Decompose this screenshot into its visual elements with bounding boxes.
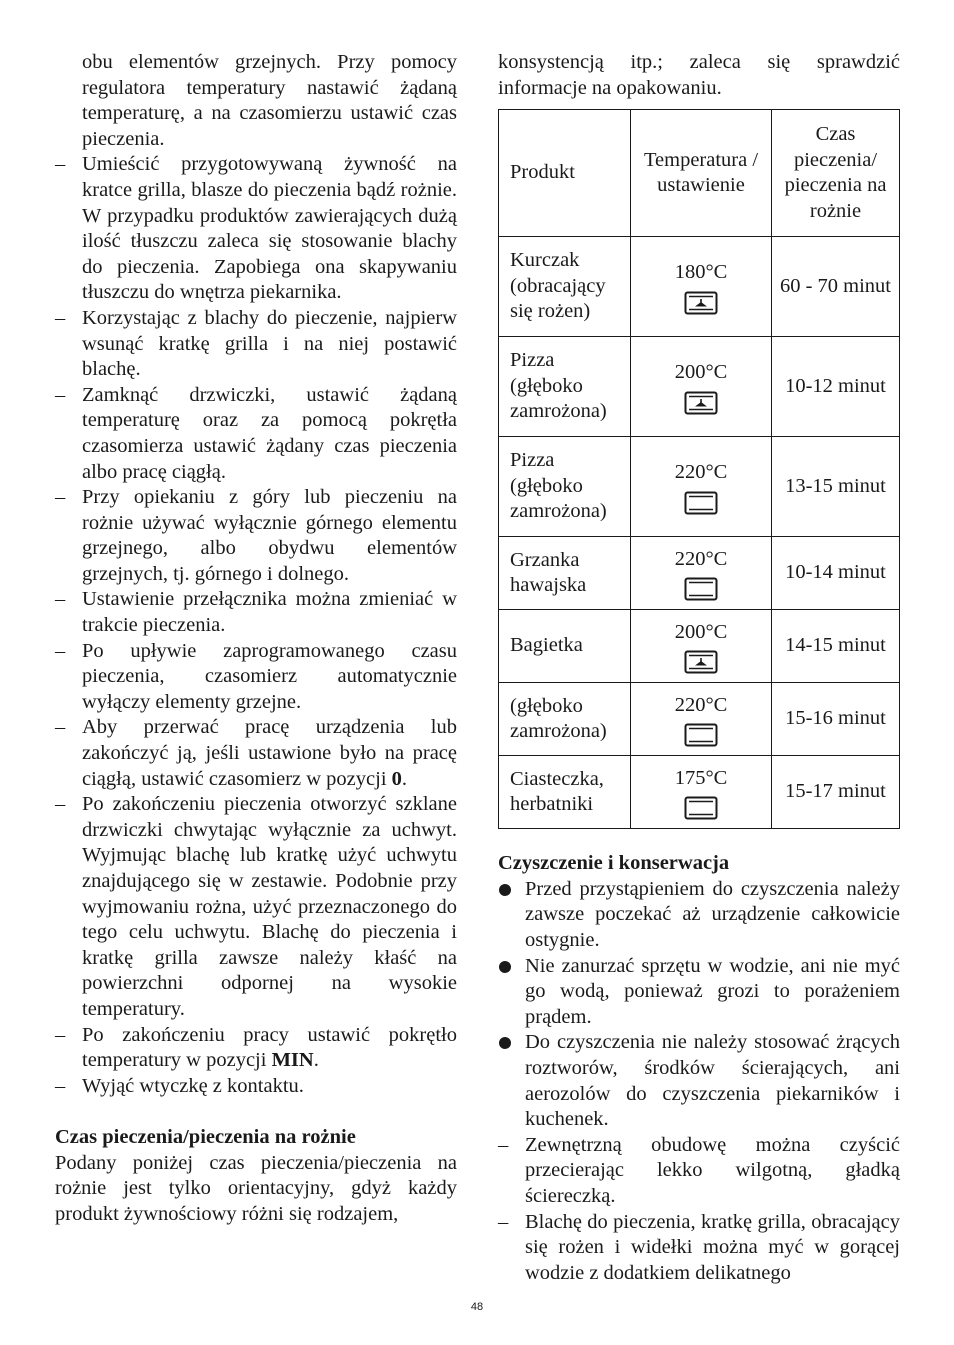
list-item [55,792,457,1022]
list-item [55,485,457,587]
list-item [498,1133,900,1210]
dash-marker: – [498,1133,509,1156]
list-item-text: Po zakończeniu pieczenia otworzyć szklane drzwiczki chwytając wyłącznie za uchwyt. Wyjmując blachę lub kratkę użyć uchwytu znajdującego się w zestawie. Podobnie przy wyjmowaniu rożna, użyć przeznaczonego do tego celu uchwytu. Blachę do pieczenia i kratkę grilla zawsze należy kłaść na powierzchni odpornej na wysokie temperatury. [82,793,457,1020]
list-item [498,1030,900,1132]
temperature-value: 220°C [674,461,728,484]
list-item-text: Blachę do pieczenia, kratkę grilla, obracający się rożen i widełki można myć w gorącej wodzie z dodatkiem delikatnego [525,1210,900,1284]
list-item [55,306,457,383]
temperature-value: 200°C [674,620,728,643]
baking-time-table [498,109,900,829]
oven-top-bottom-heat-icon [684,796,718,820]
time-cell: 15-17 minut [772,756,900,829]
list-item [55,715,457,792]
oven-top-bottom-heat-icon [684,577,718,601]
list-item-text: Umieścić przygotowywaną żywność na kratce grilla, blasze do pieczenia bądź rożnie. W przypadku produktów zawierających dużą ilość tłuszczu zaleca się stosowanie blachy do pieczenia. Zapobiega ona skapywaniu tłuszczu do wnętrza piekarnika. [82,153,457,304]
table-row [499,337,900,437]
bullet-icon [499,1037,511,1049]
list-item-text: Zamknąć drzwiczki, ustawić żądaną temperaturę oraz za pomocą pokrętła czasomierza ustawić żądany czas pieczenia albo pracę ciągłą. [82,383,457,483]
list-item-text: Przed przystąpieniem do czyszczenia należy zawsze poczekać aż urządzenie całkowicie ostygnie. [525,877,900,951]
list-item [55,1074,457,1100]
dash-marker: – [55,793,66,816]
dash-marker: – [55,1074,66,1097]
oven-rotisserie-icon [684,391,718,415]
list-item-text: Po upływie zaprogramowanego czasu pieczenia, czasomierz automatycznie wyłączy elementy grzejne. [82,639,457,713]
oven-top-bottom-heat-icon [684,723,718,747]
dash-marker: – [498,1210,509,1233]
list-item [55,587,457,638]
list-item-text: Zewnętrzną obudowę można czyścić przecierając lekko wilgotną, gładką ściereczką. [525,1133,900,1207]
time-cell: 10-12 minut [772,337,900,437]
list-item [498,877,900,954]
list-item-text: Przy opiekaniu z góry lub pieczeniu na rożnie używać wyłącznie górnego elementu grzejnego, albo obydwu elementów grzejnych, tj. górnego i dolnego. [82,486,457,585]
table-row [499,437,900,537]
section-title-baking-time: Czas pieczenia/pieczenia na rożnie [55,1125,356,1148]
temperature-value: 220°C [674,693,728,716]
temperature-value: 220°C [674,547,728,570]
bullet-icon [499,884,511,896]
temperature-cell [631,683,772,756]
time-cell: 10-14 minut [772,537,900,610]
product-cell: Bagietka [499,610,631,683]
oven-top-bottom-heat-icon [684,491,718,515]
table-row [499,537,900,610]
cleaning-dash-list [498,1133,900,1287]
list-item [55,383,457,485]
section-title-cleaning: Czyszczenie i konserwacja [498,852,730,875]
list-item-text: Korzystając z blachy do pieczenie, najpierw wsunąć kratkę grilla i na niej postawić blachę. [82,306,457,381]
table-header-time: Czas pieczenia/ pieczenia na rożnie [772,110,900,237]
list-item-emphasis: MIN [271,1049,314,1072]
dash-marker: – [55,588,66,611]
product-cell: Pizza (głęboko zamrożona) [499,337,631,437]
temperature-cell [631,756,772,829]
dash-marker: – [55,1023,66,1046]
oven-rotisserie-icon [684,650,718,674]
time-cell: 15-16 minut [772,683,900,756]
table-row [499,683,900,756]
product-cell: Ciasteczka, herbatniki [499,756,631,829]
list-item-text: Do czyszczenia nie należy stosować żrących roztworów, środków ścierających, ani aerozolów do czyszczenia piekarników i kuchenek. [525,1031,900,1131]
temperature-cell [631,237,772,337]
instruction-list [55,152,457,1099]
temperature-cell [631,337,772,437]
table-row [499,756,900,829]
table-row [499,610,900,683]
dash-marker: – [55,383,66,406]
temperature-cell [631,610,772,683]
list-item-end: . [313,1049,319,1072]
time-cell: 60 - 70 minut [772,237,900,337]
table-header-product: Produkt [499,110,631,237]
oven-rotisserie-icon [684,291,718,315]
list-item [55,1023,457,1074]
list-item [55,152,457,306]
temperature-value: 175°C [674,766,728,789]
dash-marker: – [55,153,66,176]
product-cell: Kurczak (obracający się rożen) [499,237,631,337]
temperature-cell [631,537,772,610]
temperature-value: 200°C [674,361,728,384]
right-column [498,50,900,1286]
time-cell: 14-15 minut [772,610,900,683]
list-item-end: . [401,767,408,790]
page-number: 48 [470,1301,484,1313]
list-item-text: Wyjąć wtyczkę z kontaktu. [82,1074,304,1097]
product-cell: Pizza (głęboko zamrożona) [499,437,631,537]
section-paragraph-baking-time: Podany poniżej czas pieczenia/pieczenia na rożnie jest tylko orientacyjny, gdyż każdy produkt żywnościowy różni się rodzajem, [55,1151,457,1225]
product-cell: Grzanka hawajska [499,537,631,610]
bullet-icon [499,961,511,973]
list-item-text: Ustawienie przełącznika można zmieniać w trakcie pieczenia. [82,588,457,637]
list-item [498,954,900,1031]
list-item [55,639,457,716]
dash-marker: – [55,639,66,662]
left-column [55,50,457,1227]
list-item-emphasis: 0 [391,767,402,790]
temperature-cell [631,437,772,537]
list-item-text: Po zakończeniu pracy ustawić pokrętło temperatury w pozycji [82,1023,457,1072]
cleaning-bullet-list [498,877,900,1133]
product-cell: (głęboko zamrożona) [499,683,631,756]
table-row [499,237,900,337]
temperature-value: 180°C [674,261,728,284]
dash-marker: – [55,716,66,739]
list-item-text: Aby przerwać pracę urządzenia lub zakończyć ją, jeśli ustawione było na pracę ciągłą, ustawić czasomierz w pozycji [82,716,457,790]
dash-marker: – [55,306,66,329]
time-cell: 13-15 minut [772,437,900,537]
dash-marker: – [55,486,66,509]
table-header-temperature: Temperatura / ustawienie [631,110,772,237]
list-item [498,1210,900,1287]
intro-paragraph-right: konsystencją itp.; zaleca się sprawdzić informacje na opakowaniu. [498,51,900,99]
list-item-text: Nie zanurzać sprzętu w wodzie, ani nie myć go wodą, ponieważ grozi to porażeniem prądem. [525,954,900,1028]
intro-paragraph: obu elementów grzejnych. Przy pomocy regulatora temperatury nastawić żądaną temperaturę, a na czasomierzu ustawić czas pieczenia. [82,51,457,150]
